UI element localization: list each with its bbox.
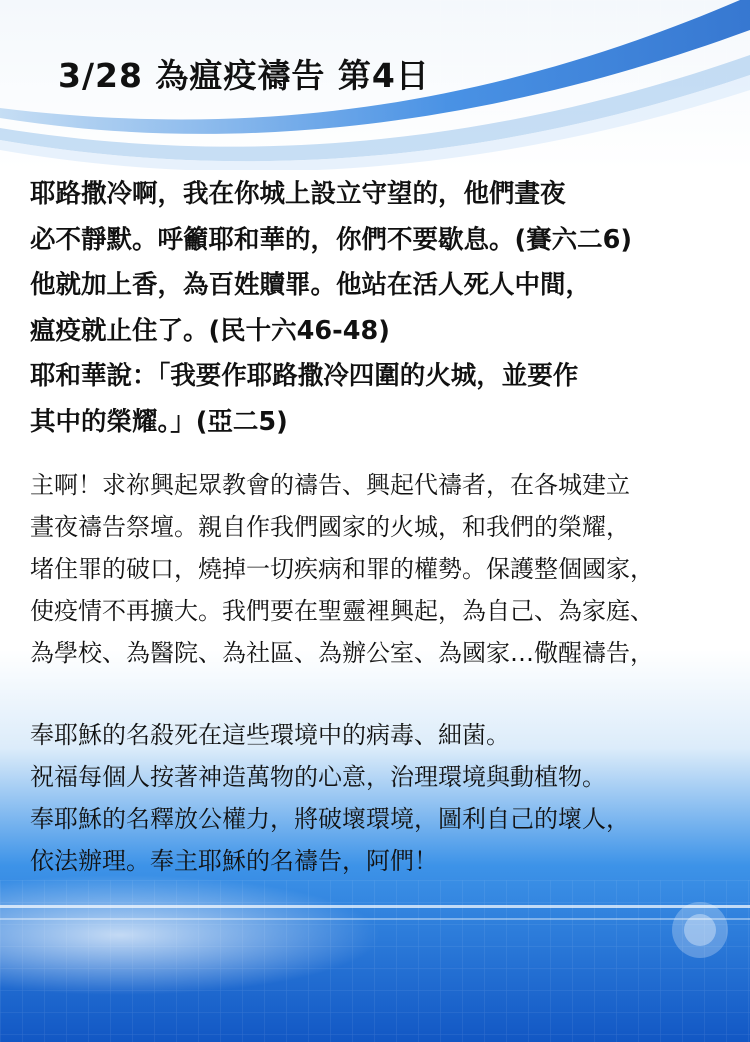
page-title: 3/28 為瘟疫禱告 第4日 [58, 56, 430, 95]
prayer-line: 為學校、為醫院、為社區、為辦公室、為國家…儆醒禱告， [30, 639, 654, 667]
prayer-line: 晝夜禱告祭壇。親自作我們國家的火城，和我們的榮耀， [30, 513, 630, 541]
prayer-line: 主啊！求祢興起眾教會的禱告、興起代禱者，在各城建立 [30, 471, 630, 499]
verse-line: 他就加上香，為百姓贖罪。他站在活人死人中間， [30, 270, 592, 300]
verse-line: 瘟疫就止住了。(民十六46-48) [30, 315, 390, 346]
prayer-line: 堵住罪的破口，燒掉一切疾病和罪的權勢。保護整個國家， [30, 555, 654, 583]
blessing-line: 奉耶穌的名釋放公權力，將破壞環境，圖利自己的壞人， [30, 805, 630, 833]
verse-line: 必不靜默。呼籲耶和華的，你們不要歇息。(賽六二6) [30, 224, 633, 255]
prayer-line: 使疫情不再擴大。我們要在聖靈裡興起，為自己、為家庭、 [30, 597, 654, 625]
prayer-paragraph [30, 464, 730, 674]
scripture-verses [30, 172, 730, 445]
verse-line: 耶路撒冷啊，我在你城上設立守望的，他們晝夜 [30, 179, 566, 209]
blessing-line: 祝福每個人按著神造萬物的心意，治理環境與動植物。 [30, 763, 606, 791]
verse-line: 耶和華說：「我要作耶路撒冷四圍的火城，並要作 [30, 361, 579, 391]
verse-line: 其中的榮耀。」(亞二5) [30, 406, 288, 437]
blessing-paragraph [30, 714, 730, 882]
blessing-line: 奉耶穌的名殺死在這些環境中的病毒、細菌。 [30, 721, 510, 749]
blessing-line: 依法辦理。奉主耶穌的名禱告，阿們！ [30, 847, 438, 875]
